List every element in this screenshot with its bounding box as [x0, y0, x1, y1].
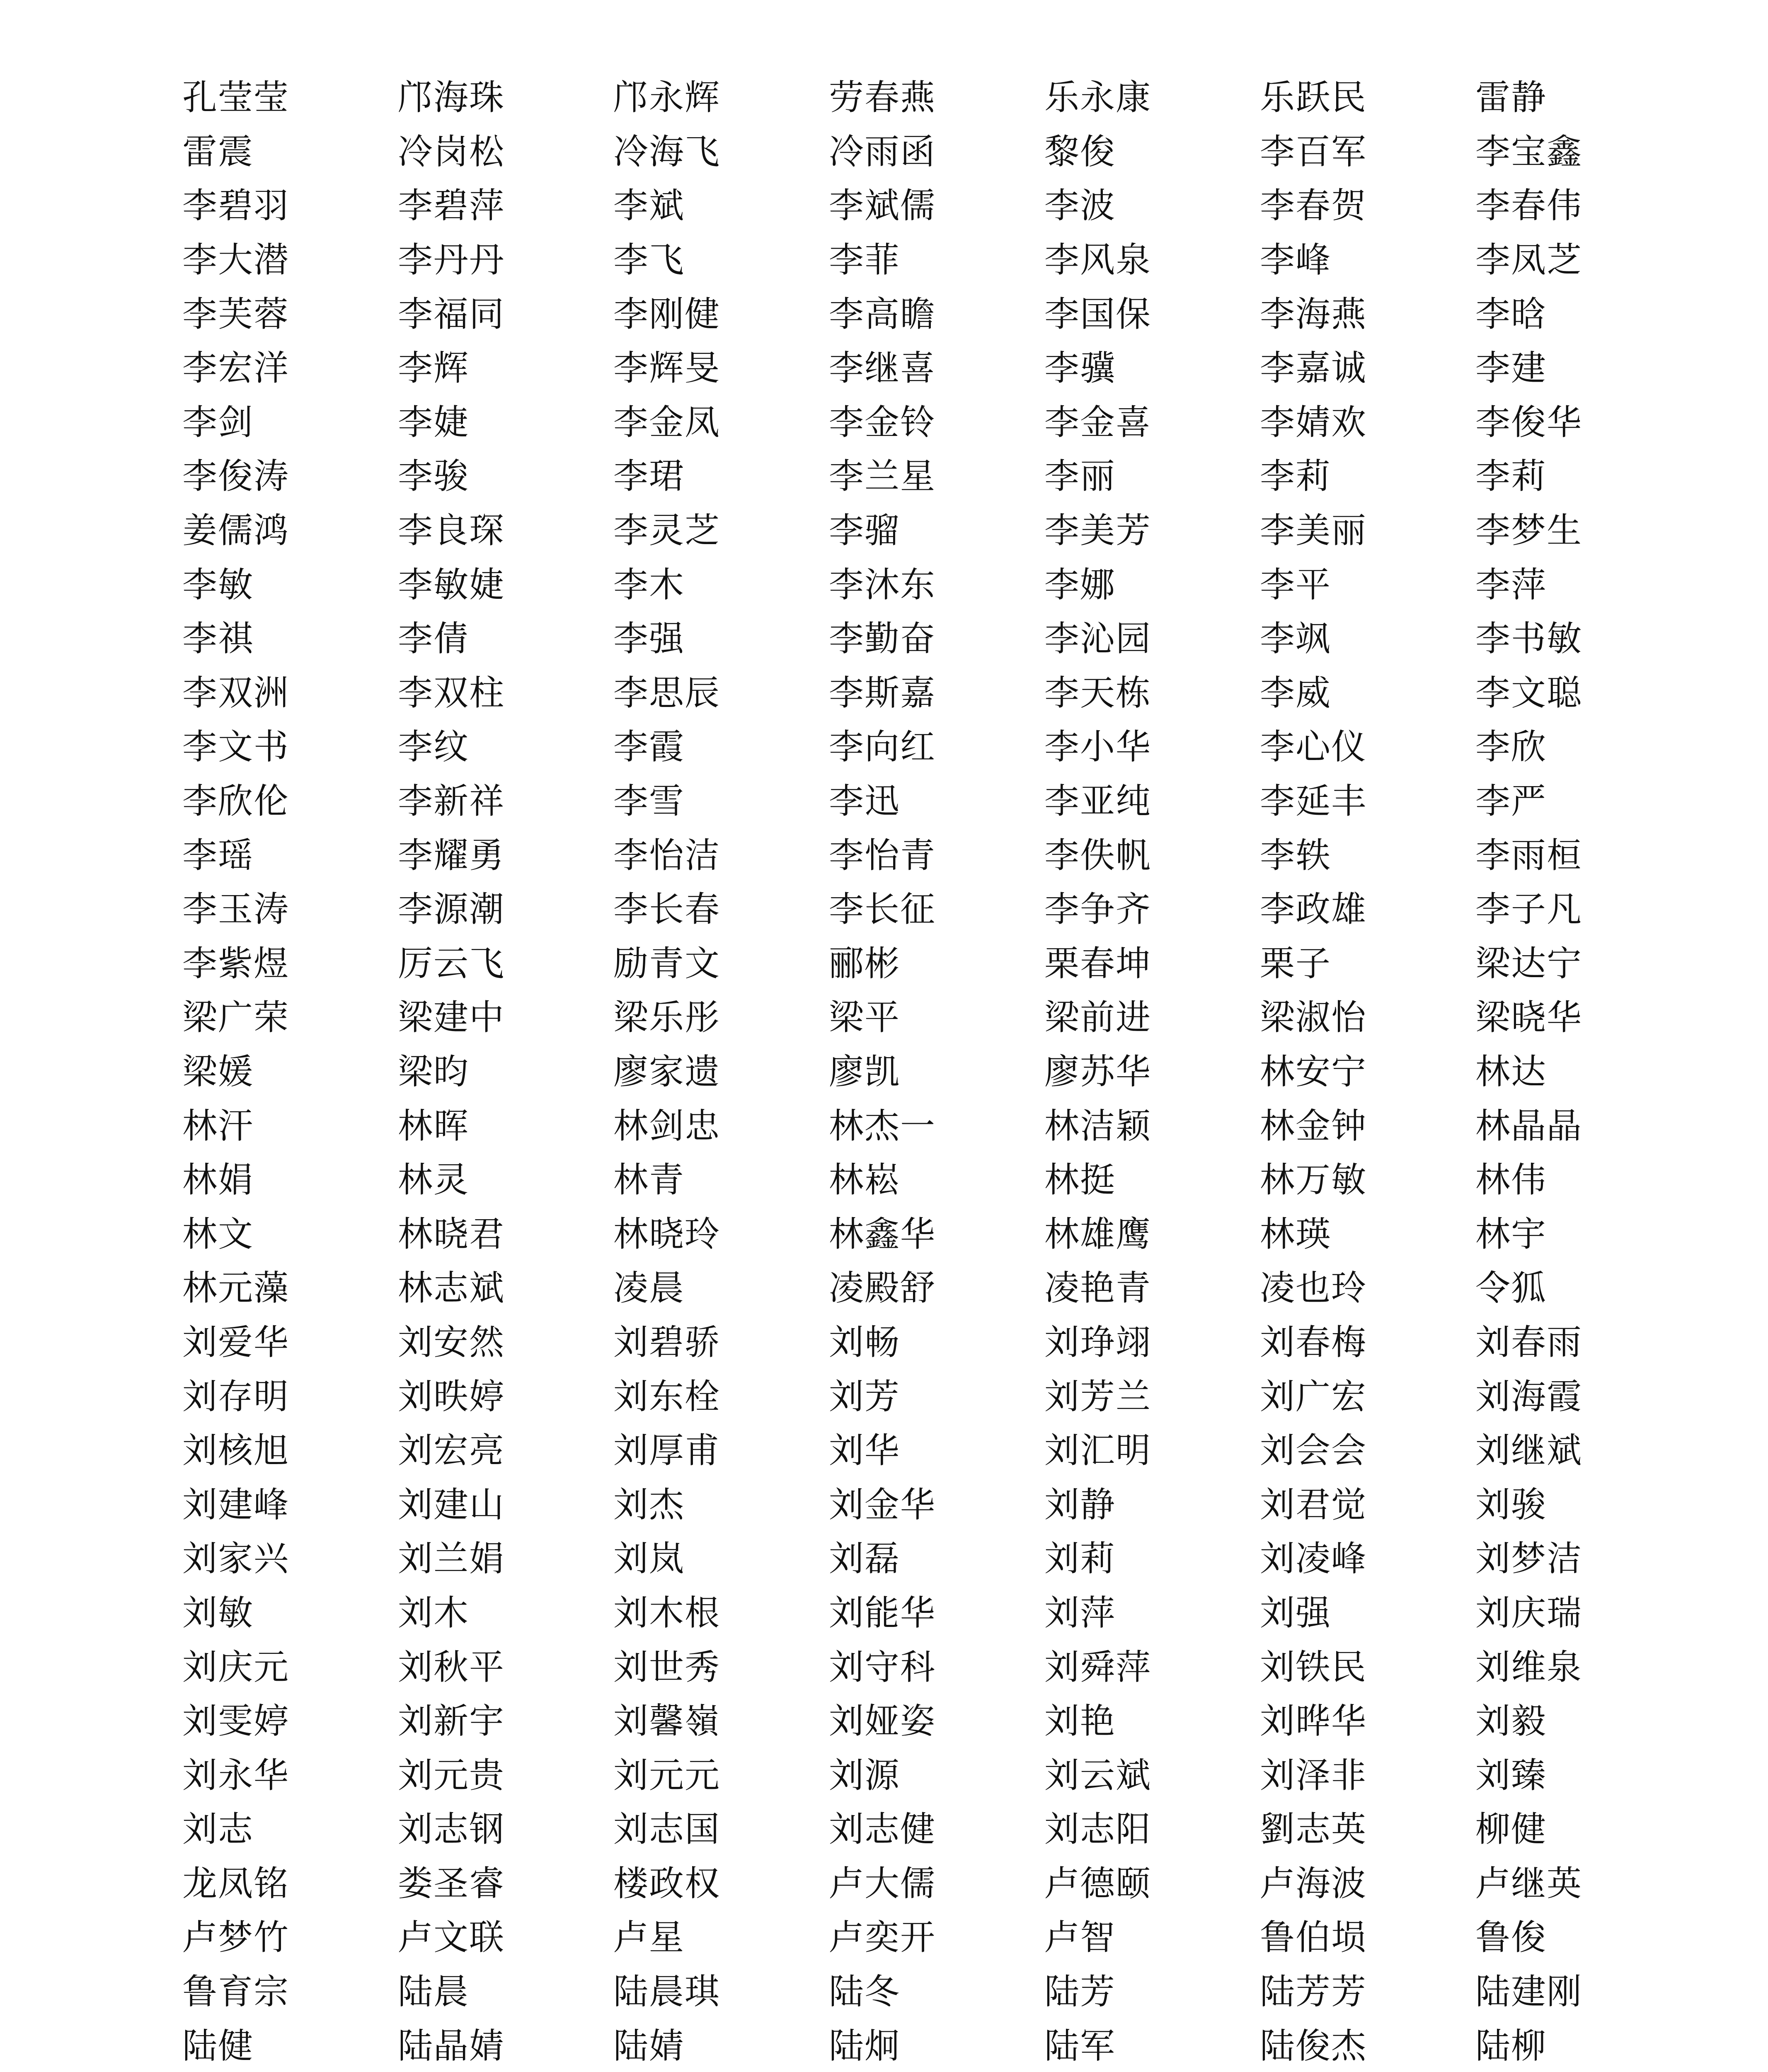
name-entry: 李双柱 — [398, 672, 505, 713]
name-grid — [182, 70, 1691, 2072]
name-entry: 娄圣睿 — [398, 1863, 505, 1904]
name-entry: 凌殿舒 — [829, 1268, 936, 1309]
name-entry: 李碧羽 — [182, 185, 290, 226]
name-entry: 刘莉 — [1044, 1538, 1116, 1579]
name-entry: 厉云飞 — [398, 943, 505, 984]
name-entry: 李雨桓 — [1475, 835, 1583, 876]
name-entry: 刘志国 — [613, 1809, 721, 1850]
name-entry: 李宝鑫 — [1475, 131, 1583, 172]
name-entry: 李天栋 — [1044, 672, 1152, 713]
name-entry: 林灵 — [398, 1159, 470, 1201]
name-entry: 卢海波 — [1260, 1863, 1367, 1904]
name-entry: 刘庆元 — [182, 1646, 290, 1687]
name-entry: 陆军 — [1044, 2025, 1116, 2066]
name-entry: 李倩 — [398, 618, 470, 659]
name-entry: 刘木根 — [613, 1592, 721, 1633]
name-entry: 刘元元 — [613, 1755, 721, 1796]
name-entry: 李大潜 — [182, 240, 290, 281]
name-entry: 李延丰 — [1260, 781, 1367, 822]
name-entry: 令狐 — [1475, 1268, 1547, 1309]
name-entry: 卢智 — [1044, 1917, 1116, 1958]
name-entry: 李刚健 — [613, 293, 721, 334]
name-entry: 鲁俊 — [1475, 1917, 1547, 1958]
name-entry: 李敏婕 — [398, 564, 505, 605]
name-entry: 陆炯 — [829, 2025, 901, 2066]
name-entry: 刘能华 — [829, 1592, 936, 1633]
name-entry: 李紫煜 — [182, 943, 290, 984]
name-entry: 林青 — [613, 1159, 685, 1201]
name-entry: 林汗 — [182, 1105, 254, 1146]
name-entry: 林崧 — [829, 1159, 901, 1201]
name-entry: 李祺 — [182, 618, 254, 659]
name-entry: 劳春燕 — [829, 77, 936, 118]
name-entry: 李书敏 — [1475, 618, 1583, 659]
name-entry: 李高瞻 — [829, 293, 936, 334]
name-entry: 刘宏亮 — [398, 1430, 505, 1471]
name-entry: 刘源 — [829, 1755, 901, 1796]
name-entry: 刘春雨 — [1475, 1322, 1583, 1363]
name-entry: 刘毅 — [1475, 1701, 1547, 1742]
name-entry: 李政雄 — [1260, 889, 1367, 930]
name-entry: 刘维泉 — [1475, 1646, 1583, 1687]
name-entry: 梁广荣 — [182, 997, 290, 1038]
name-entry: 李勤奋 — [829, 618, 936, 659]
name-entry: 卢梦竹 — [182, 1917, 290, 1958]
name-entry: 刘东栓 — [613, 1376, 721, 1417]
name-entry: 刘广宏 — [1260, 1376, 1367, 1417]
name-entry: 梁达宁 — [1475, 943, 1583, 984]
name-entry: 冷雨函 — [829, 131, 936, 172]
name-entry: 刘海霞 — [1475, 1376, 1583, 1417]
name-entry: 姜儒鸿 — [182, 510, 290, 551]
name-entry: 李斌 — [613, 185, 685, 226]
name-entry: 楼政权 — [613, 1863, 721, 1904]
name-entry: 黎俊 — [1044, 131, 1116, 172]
name-entry: 李子凡 — [1475, 889, 1583, 930]
name-entry: 卢星 — [613, 1917, 685, 1958]
name-entry: 林娟 — [182, 1159, 254, 1201]
name-entry: 刘强 — [1260, 1592, 1332, 1633]
name-entry: 孔莹莹 — [182, 77, 290, 118]
name-entry: 林达 — [1475, 1051, 1547, 1092]
name-entry: 廖家遗 — [613, 1051, 721, 1092]
name-entry: 刘岚 — [613, 1538, 685, 1579]
name-entry: 李兰星 — [829, 456, 936, 497]
name-entry: 廖苏华 — [1044, 1051, 1152, 1092]
name-entry: 李金凤 — [613, 402, 721, 443]
name-entry: 李威 — [1260, 672, 1332, 713]
name-entry: 林宇 — [1475, 1213, 1547, 1254]
name-entry: 李春伟 — [1475, 185, 1583, 226]
name-entry: 李丽 — [1044, 456, 1116, 497]
name-entry: 雷震 — [182, 131, 254, 172]
name-entry: 李强 — [613, 618, 685, 659]
name-entry: 刘家兴 — [182, 1538, 290, 1579]
name-entry: 李源潮 — [398, 889, 505, 930]
name-entry: 李霞 — [613, 726, 685, 767]
name-entry: 刘杰 — [613, 1484, 685, 1525]
name-entry: 李骝 — [829, 510, 901, 551]
name-entry: 刘汇明 — [1044, 1430, 1152, 1471]
name-entry: 李宏洋 — [182, 348, 290, 389]
name-entry: 李亚纯 — [1044, 781, 1152, 822]
name-entry: 林挺 — [1044, 1159, 1116, 1201]
name-entry: 林剑忠 — [613, 1105, 721, 1146]
name-entry: 李珺 — [613, 456, 685, 497]
name-entry: 刘建峰 — [182, 1484, 290, 1525]
name-entry: 李辉旻 — [613, 348, 721, 389]
name-entry: 刘芳兰 — [1044, 1376, 1152, 1417]
name-entry: 李双洲 — [182, 672, 290, 713]
name-entry: 陆晨 — [398, 1971, 470, 2012]
name-entry: 李美芳 — [1044, 510, 1152, 551]
name-entry: 李敏 — [182, 564, 254, 605]
name-entry: 栗子 — [1260, 943, 1332, 984]
name-entry: 刘核旭 — [182, 1430, 290, 1471]
name-entry: 李沁园 — [1044, 618, 1152, 659]
name-entry: 李骥 — [1044, 348, 1116, 389]
name-entry: 陆柳 — [1475, 2025, 1547, 2066]
name-entry: 李玉涛 — [182, 889, 290, 930]
name-entry: 李婧欢 — [1260, 402, 1367, 443]
name-entry: 李国保 — [1044, 293, 1152, 334]
name-entry: 梁晓华 — [1475, 997, 1583, 1038]
name-entry: 刘秋平 — [398, 1646, 505, 1687]
name-entry: 李凤芝 — [1475, 240, 1583, 281]
name-entry: 李轶 — [1260, 835, 1332, 876]
name-entry: 林雄鹰 — [1044, 1213, 1152, 1254]
name-entry: 刘芳 — [829, 1376, 901, 1417]
name-entry: 李波 — [1044, 185, 1116, 226]
name-entry: 雷静 — [1475, 77, 1547, 118]
name-entry: 李斯嘉 — [829, 672, 936, 713]
name-entry: 李丹丹 — [398, 240, 505, 281]
name-entry: 陆俊杰 — [1260, 2025, 1367, 2066]
name-entry: 李耀勇 — [398, 835, 505, 876]
name-entry: 刘春梅 — [1260, 1322, 1367, 1363]
name-entry: 刘爱华 — [182, 1322, 290, 1363]
name-entry: 李继喜 — [829, 348, 936, 389]
name-entry: 刘庆瑞 — [1475, 1592, 1583, 1633]
name-entry: 李严 — [1475, 781, 1547, 822]
name-entry: 凌晨 — [613, 1268, 685, 1309]
name-entry: 刘元贵 — [398, 1755, 505, 1796]
name-entry: 刘金华 — [829, 1484, 936, 1525]
name-entry: 刘君觉 — [1260, 1484, 1367, 1525]
name-entry: 刘新宇 — [398, 1701, 505, 1742]
name-entry: 龙凤铭 — [182, 1863, 290, 1904]
name-entry: 陆健 — [182, 2025, 254, 2066]
name-entry: 李百军 — [1260, 131, 1367, 172]
name-entry: 刘磊 — [829, 1538, 901, 1579]
name-entry: 柳健 — [1475, 1809, 1547, 1850]
name-entry: 林鑫华 — [829, 1213, 936, 1254]
name-entry: 刘建山 — [398, 1484, 505, 1525]
name-entry: 梁淑怡 — [1260, 997, 1367, 1038]
name-entry: 陆芳 — [1044, 1971, 1116, 2012]
name-entry: 刘守科 — [829, 1646, 936, 1687]
name-entry: 李佚帆 — [1044, 835, 1152, 876]
name-entry: 乐永康 — [1044, 77, 1152, 118]
name-entry: 陆晨琪 — [613, 1971, 721, 2012]
name-entry: 林文 — [182, 1213, 254, 1254]
name-entry: 李萍 — [1475, 564, 1547, 605]
name-entry: 李文书 — [182, 726, 290, 767]
name-entry: 刘梦洁 — [1475, 1538, 1583, 1579]
name-entry: 陆芳芳 — [1260, 1971, 1367, 2012]
name-entry: 刘凌峰 — [1260, 1538, 1367, 1579]
name-entry: 李向红 — [829, 726, 936, 767]
name-entry: 李小华 — [1044, 726, 1152, 767]
name-entry: 劉志英 — [1260, 1809, 1367, 1850]
name-entry: 廖凯 — [829, 1051, 901, 1092]
name-entry: 李新祥 — [398, 781, 505, 822]
name-entry: 梁建中 — [398, 997, 505, 1038]
name-entry: 刘永华 — [182, 1755, 290, 1796]
name-entry: 李剑 — [182, 402, 254, 443]
name-entry: 刘志阳 — [1044, 1809, 1152, 1850]
name-entry: 林晓玲 — [613, 1213, 721, 1254]
name-entry: 李平 — [1260, 564, 1332, 605]
name-entry: 李俊华 — [1475, 402, 1583, 443]
name-entry: 李木 — [613, 564, 685, 605]
name-entry: 刘昳婷 — [398, 1376, 505, 1417]
name-entry: 刘会会 — [1260, 1430, 1367, 1471]
name-entry: 刘存明 — [182, 1376, 290, 1417]
name-entry: 刘敏 — [182, 1592, 254, 1633]
name-entry: 刘铁民 — [1260, 1646, 1367, 1687]
name-entry: 李福同 — [398, 293, 505, 334]
name-entry: 陆建刚 — [1475, 1971, 1583, 2012]
name-entry: 刘馨嶺 — [613, 1701, 721, 1742]
name-entry: 李金喜 — [1044, 402, 1152, 443]
name-entry: 李娜 — [1044, 564, 1116, 605]
name-entry: 李灵芝 — [613, 510, 721, 551]
name-entry: 李嘉诚 — [1260, 348, 1367, 389]
name-entry: 冷岗松 — [398, 131, 505, 172]
name-entry: 李梦生 — [1475, 510, 1583, 551]
name-entry: 卢大儒 — [829, 1863, 936, 1904]
name-entry: 刘琤翊 — [1044, 1322, 1152, 1363]
name-entry: 李争齐 — [1044, 889, 1152, 930]
name-entry: 李建 — [1475, 348, 1547, 389]
name-entry: 刘泽非 — [1260, 1755, 1367, 1796]
name-entry: 李纹 — [398, 726, 470, 767]
name-entry: 李欣伦 — [182, 781, 290, 822]
name-entry: 刘云斌 — [1044, 1755, 1152, 1796]
name-entry: 李思辰 — [613, 672, 721, 713]
name-entry: 李迅 — [829, 781, 901, 822]
name-entry: 李辉 — [398, 348, 470, 389]
name-entry: 刘兰娟 — [398, 1538, 505, 1579]
name-entry: 林安宁 — [1260, 1051, 1367, 1092]
name-entry: 刘艳 — [1044, 1701, 1116, 1742]
name-entry: 李美丽 — [1260, 510, 1367, 551]
name-entry: 林瑛 — [1260, 1213, 1332, 1254]
name-entry: 梁昀 — [398, 1051, 470, 1092]
name-entry: 李长春 — [613, 889, 721, 930]
name-entry: 李飞 — [613, 240, 685, 281]
name-entry: 李飒 — [1260, 618, 1332, 659]
name-entry: 李春贺 — [1260, 185, 1367, 226]
name-entry: 梁平 — [829, 997, 901, 1038]
name-entry: 刘娅姿 — [829, 1701, 936, 1742]
name-entry: 刘世秀 — [613, 1646, 721, 1687]
name-entry: 李峰 — [1260, 240, 1332, 281]
name-entry: 梁媛 — [182, 1051, 254, 1092]
name-entry: 李金铃 — [829, 402, 936, 443]
name-entry: 林晓君 — [398, 1213, 505, 1254]
name-entry: 刘厚甫 — [613, 1430, 721, 1471]
name-entry: 刘华 — [829, 1430, 901, 1471]
name-entry: 李海燕 — [1260, 293, 1367, 334]
name-entry: 郦彬 — [829, 943, 901, 984]
name-entry: 林元藻 — [182, 1268, 290, 1309]
name-entry: 刘晔华 — [1260, 1701, 1367, 1742]
name-entry: 刘木 — [398, 1592, 470, 1633]
name-entry: 林洁颖 — [1044, 1105, 1152, 1146]
name-entry: 凌艳青 — [1044, 1268, 1152, 1309]
name-entry: 刘臻 — [1475, 1755, 1547, 1796]
name-entry: 林志斌 — [398, 1268, 505, 1309]
name-entry: 李婕 — [398, 402, 470, 443]
name-entry: 林晖 — [398, 1105, 470, 1146]
name-entry: 刘志钢 — [398, 1809, 505, 1850]
name-entry: 陆婧 — [613, 2025, 685, 2066]
name-entry: 林伟 — [1475, 1159, 1547, 1201]
name-entry: 李骏 — [398, 456, 470, 497]
name-entry: 李瑶 — [182, 835, 254, 876]
name-entry: 李长征 — [829, 889, 936, 930]
name-entry: 李菲 — [829, 240, 901, 281]
name-entry: 梁乐彤 — [613, 997, 721, 1038]
name-entry: 李怡青 — [829, 835, 936, 876]
name-entry: 李芙蓉 — [182, 293, 290, 334]
name-entry: 乐跃民 — [1260, 77, 1367, 118]
name-entry: 卢继英 — [1475, 1863, 1583, 1904]
name-entry: 李沐东 — [829, 564, 936, 605]
name-entry: 卢奕开 — [829, 1917, 936, 1958]
name-entry: 刘志健 — [829, 1809, 936, 1850]
name-entry: 李俊涛 — [182, 456, 290, 497]
name-entry: 林晶晶 — [1475, 1105, 1583, 1146]
name-entry: 林金钟 — [1260, 1105, 1367, 1146]
name-entry: 刘志 — [182, 1809, 254, 1850]
name-entry: 陆晶婧 — [398, 2025, 505, 2066]
name-entry: 邝海珠 — [398, 77, 505, 118]
name-entry: 刘安然 — [398, 1322, 505, 1363]
name-entry: 卢德颐 — [1044, 1863, 1152, 1904]
name-entry: 李莉 — [1260, 456, 1332, 497]
name-entry: 刘舜萍 — [1044, 1646, 1152, 1687]
name-entry: 李风泉 — [1044, 240, 1152, 281]
name-entry: 林杰一 — [829, 1105, 936, 1146]
name-entry: 李斌儒 — [829, 185, 936, 226]
name-entry: 李欣 — [1475, 726, 1547, 767]
name-entry: 鲁伯埙 — [1260, 1917, 1367, 1958]
name-entry: 李心仪 — [1260, 726, 1367, 767]
name-entry: 凌也玲 — [1260, 1268, 1367, 1309]
name-entry: 梁前进 — [1044, 997, 1152, 1038]
name-entry: 陆冬 — [829, 1971, 901, 2012]
name-entry: 刘畅 — [829, 1322, 901, 1363]
name-entry: 刘碧骄 — [613, 1322, 721, 1363]
name-entry: 卢文联 — [398, 1917, 505, 1958]
name-entry: 刘骏 — [1475, 1484, 1547, 1525]
name-entry: 李晗 — [1475, 293, 1547, 334]
name-entry: 刘萍 — [1044, 1592, 1116, 1633]
name-entry: 李雪 — [613, 781, 685, 822]
name-entry: 李良琛 — [398, 510, 505, 551]
name-entry: 刘静 — [1044, 1484, 1116, 1525]
name-entry: 李莉 — [1475, 456, 1547, 497]
name-entry: 刘雯婷 — [182, 1701, 290, 1742]
name-entry: 栗春坤 — [1044, 943, 1152, 984]
name-entry: 李碧萍 — [398, 185, 505, 226]
name-entry: 李文聪 — [1475, 672, 1583, 713]
name-entry: 邝永辉 — [613, 77, 721, 118]
name-entry: 励青文 — [613, 943, 721, 984]
name-entry: 刘继斌 — [1475, 1430, 1583, 1471]
name-entry: 李怡洁 — [613, 835, 721, 876]
name-entry: 冷海飞 — [613, 131, 721, 172]
name-entry: 鲁育宗 — [182, 1971, 290, 2012]
name-entry: 林万敏 — [1260, 1159, 1367, 1201]
